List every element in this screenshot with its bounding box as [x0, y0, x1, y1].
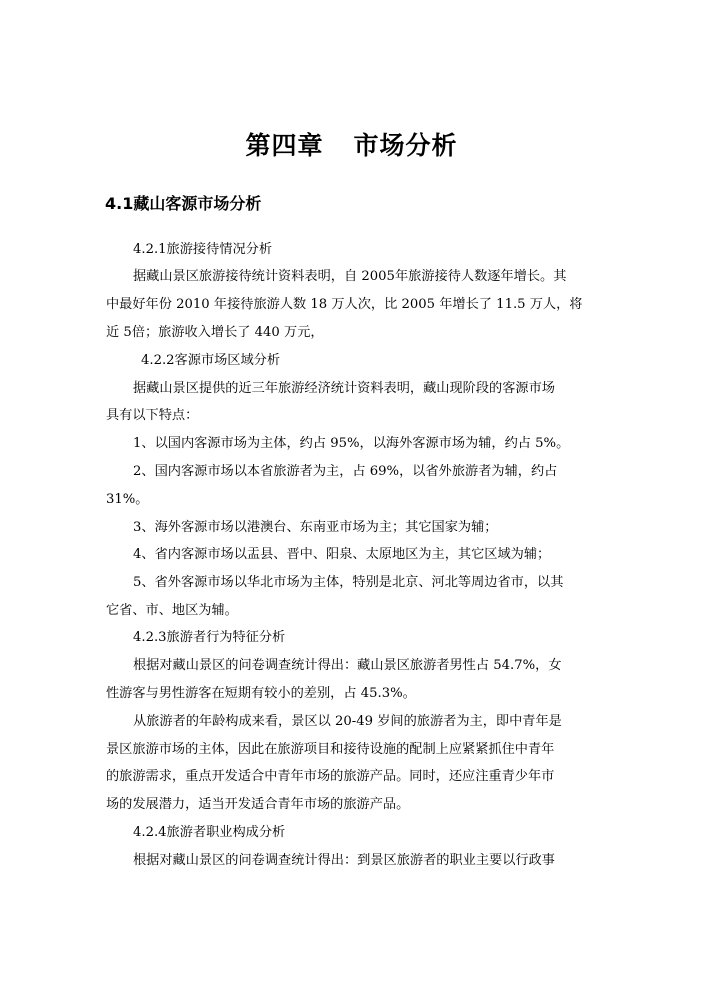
paragraph-line: 根据对藏山景区的问卷调查统计得出：到景区旅游者的职业主要以行政事 — [133, 853, 555, 868]
paragraph-line: 的旅游需求，重点开发适合中青年市场的旅游产品。同时，还应注重青少年市 — [106, 769, 555, 784]
chapter-title — [0, 126, 703, 162]
list-item-4: 4、省内客源市场以盂县、晋中、阳泉、太原地区为主，其它区域为辅； — [133, 547, 551, 562]
paragraph-line: 景区旅游市场的主体，因此在旅游项目和接待设施的配制上应紧紧抓住中青年 — [106, 742, 555, 757]
list-item-1: 1、以国内客源市场为主体，约占 95%，以海外客源市场为辅，约占 5%。 — [133, 436, 570, 451]
paragraph-line: 据藏山景区旅游接待统计资料表明，自 2005年旅游接待人数逐年增长。其 — [133, 269, 567, 284]
paragraph-line: 场的发展潜力，适当开发适合青年市场的旅游产品。 — [106, 797, 410, 812]
subsection-heading-4-2-3: 4.2.3旅游者行为特征分析 — [133, 630, 286, 645]
list-item-5: 5、省外客源市场以华北市场为主体，特别是北京、河北等周边省市，以其 — [133, 575, 564, 590]
list-item-2: 2、国内客源市场以本省旅游者为主，占 69%，以省外旅游者为辅，约占 — [133, 464, 558, 479]
paragraph-line: 近 5倍；旅游收入增长了 440 万元， — [106, 325, 324, 340]
chapter-name: 市场分析 — [353, 131, 458, 160]
list-item-5-continued: 它省、市、地区为辅。 — [106, 603, 238, 618]
subsection-heading-4-2-1: 4.2.1旅游接待情况分析 — [133, 242, 273, 257]
subsection-heading-4-2-4: 4.2.4旅游者职业构成分析 — [133, 825, 286, 840]
chapter-number: 第四章 — [245, 131, 324, 160]
list-item-3: 3、海外客源市场以港澳台、东南亚市场为主；其它国家为辅； — [133, 520, 498, 535]
paragraph-line: 性游客与男性游客在短期有较小的差别，占 45.3%。 — [106, 686, 416, 701]
paragraph-line: 据藏山景区提供的近三年旅游经济统计资料表明，藏山现阶段的客源市场 — [133, 381, 555, 396]
section-title: 4.1藏山客源市场分析 — [105, 194, 262, 213]
paragraph-line: 根据对藏山景区的问卷调查统计得出：藏山景区旅游者男性占 54.7%，女 — [133, 658, 562, 673]
paragraph-line: 从旅游者的年龄构成来看，景区以 20-49 岁间的旅游者为主，即中青年是 — [133, 714, 562, 729]
subsection-heading-4-2-2: 4.2.2客源市场区域分析 — [141, 353, 281, 368]
list-item-2-continued: 31%。 — [106, 492, 149, 507]
paragraph-line: 中最好年份 2010 年接待旅游人数 18 万人次，比 2005 年增长了 11.5 万人，将 — [106, 297, 583, 312]
paragraph-line: 具有以下特点： — [106, 408, 199, 423]
